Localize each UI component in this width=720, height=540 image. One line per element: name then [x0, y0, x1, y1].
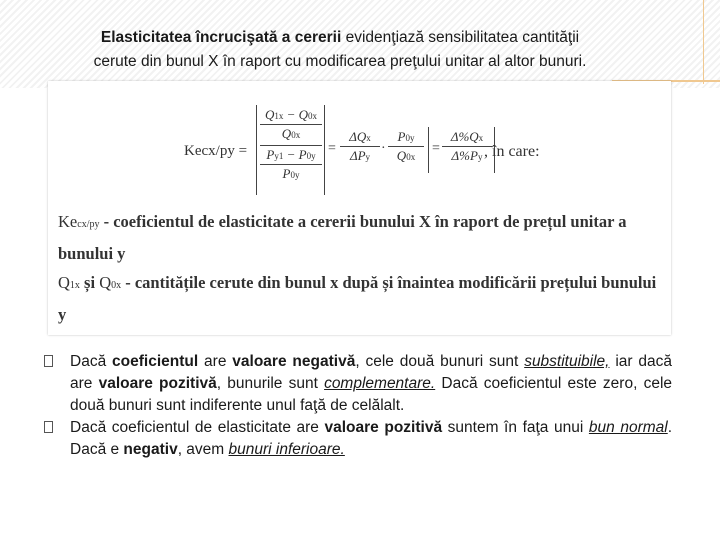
formula-expression: Q1x − Q0x Q0x Py1 − P0y P0y = ΔQx ΔPy · P0y Q0x = Δ%Qx Δ%Py [256, 105, 466, 195]
definition-kecx: Kecx/py - coeficientul de elasticitate a cererii bunului X în raport de prețul unitar a bunului y [58, 212, 627, 263]
delta-fraction: ΔQx ΔPy [340, 129, 380, 164]
formula-lhs: Kecx/py = [184, 143, 248, 159]
bullet-item-2: Dacă coeficientul de elasticitate are valoare pozitivă suntem în faţa unui bun normal. Dacă e negativ, avem bunuri inferioare. [44, 417, 672, 461]
decorative-accent-line-vertical [703, 0, 704, 84]
intro-paragraph [20, 26, 660, 74]
formula-image [48, 81, 671, 335]
percent-fraction: Δ%Qx Δ%Py [442, 129, 492, 164]
intro-bold-term: Elasticitatea încrucişată a cererii [100, 29, 342, 46]
ratio-fraction: P0y Q0x [388, 129, 424, 164]
bullet-box-icon [44, 355, 53, 367]
bullet-list [44, 351, 672, 461]
bullet-item-1: Dacă coeficientul are valoare negativă, cele două bunuri sunt substituibile, iar dacă are valoare pozitivă, bunurile sunt complementare. Dacă coeficientul este zero, cele două bunuri sunt indiferente unul faţă de celălalt. [44, 351, 672, 417]
formula-definitions [58, 207, 663, 329]
intro-text: evidenţiază sensibilitatea cantităţii [341, 29, 580, 46]
bullet-box-icon [44, 421, 53, 433]
formula-in-care: , în care: [484, 143, 540, 160]
big-fraction: Q1x − Q0x Q0x Py1 − P0y P0y [260, 107, 322, 182]
intro-text-line2: cerute din bunul X în raport cu modificarea preţului unitar al altor bunuri. [93, 53, 587, 70]
definition-q: Q1x și Q0x - cantitățile cerute din bunul x după și înaintea modificării prețului bunului y [58, 273, 657, 324]
